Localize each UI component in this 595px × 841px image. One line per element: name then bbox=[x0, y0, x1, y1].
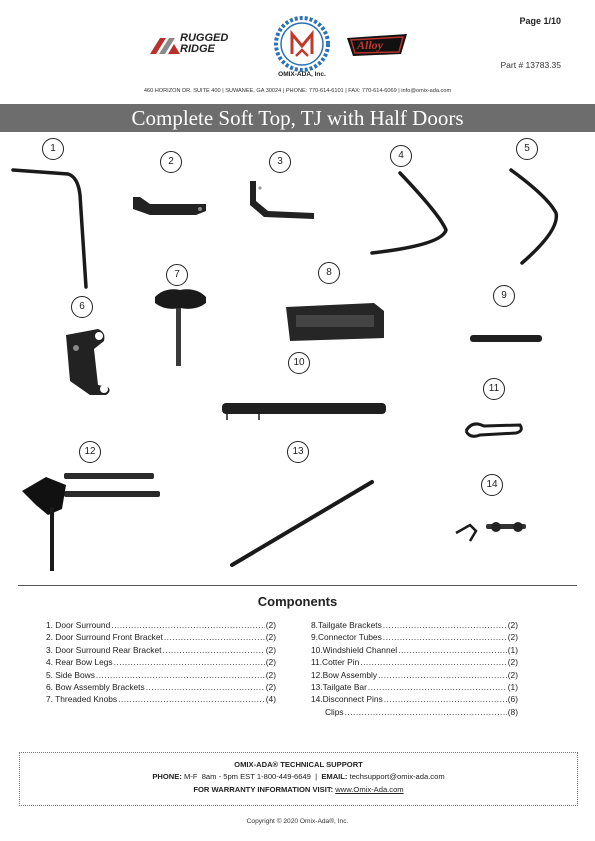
components-list-right bbox=[311, 619, 518, 718]
side-bow-part bbox=[511, 170, 556, 263]
connector-tube-part bbox=[470, 335, 542, 342]
callout-12: 12 bbox=[79, 441, 101, 463]
component-row: 2. Door Surround Front Bracket ..... (2) bbox=[46, 631, 276, 643]
callout-7: 7 bbox=[166, 264, 188, 286]
part-number: Part # 13783.35 bbox=[500, 60, 561, 70]
title-banner bbox=[0, 104, 595, 132]
bow-assembly-bracket-part bbox=[66, 329, 110, 395]
callout-13: 13 bbox=[287, 441, 309, 463]
components-heading: Components bbox=[257, 594, 338, 609]
component-row: 14.Disconnect Pins ..... (6) bbox=[311, 693, 518, 705]
alloy-usa-logo bbox=[343, 32, 411, 60]
rear-bow-leg-part bbox=[372, 173, 446, 253]
component-row: 11.Cotter Pin ..... (2) bbox=[311, 656, 518, 668]
component-row: Clips ..... (8) bbox=[311, 706, 518, 718]
callout-9: 9 bbox=[493, 285, 515, 307]
component-row: 7. Threaded Knobs ..... (4) bbox=[46, 693, 276, 705]
page-title: Complete Soft Top, TJ with Half Doors bbox=[131, 106, 464, 130]
threaded-knob-part bbox=[155, 289, 206, 366]
omix-gear-icon bbox=[274, 16, 330, 72]
callout-1: 1 bbox=[42, 138, 64, 160]
component-row: 3. Door Surround Rear Bracket ..... (2) bbox=[46, 644, 276, 656]
section-divider bbox=[18, 585, 577, 586]
callout-10: 10 bbox=[288, 352, 310, 374]
page-number: Page 1/10 bbox=[519, 16, 561, 26]
rear-bracket-part bbox=[250, 181, 314, 219]
tailgate-bracket-part bbox=[286, 303, 384, 341]
support-contact-line: PHONE: M-F 8am - 5pm EST 1-800-449-6649 | EMAIL: techsupport@omix-ada.com bbox=[152, 772, 445, 781]
component-row: 13.Tailgate Bar ..... (1) bbox=[311, 681, 518, 693]
callout-6: 6 bbox=[71, 296, 93, 318]
copyright: Copyright © 2020 Omix-Ada®, Inc. bbox=[246, 818, 349, 825]
warranty-line: FOR WARRANTY INFORMATION VISIT: www.Omix-Ada.com bbox=[193, 785, 404, 794]
support-heading: OMIX-ADA® TECHNICAL SUPPORT bbox=[234, 760, 363, 769]
bow-assembly-part bbox=[22, 473, 160, 571]
omix-ada-logo bbox=[272, 16, 332, 82]
disconnect-pins-part bbox=[456, 522, 526, 541]
component-row: 5. Side Bows ..... (2) bbox=[46, 669, 276, 681]
component-row: 9.Connector Tubes ..... (2) bbox=[311, 631, 518, 643]
callout-5: 5 bbox=[516, 138, 538, 160]
callout-14: 14 bbox=[481, 474, 503, 496]
callout-11: 11 bbox=[483, 378, 505, 400]
callout-4: 4 bbox=[390, 145, 412, 167]
component-row: 8.Tailgate Brackets ..... (2) bbox=[311, 619, 518, 631]
warranty-link[interactable]: www.Omix-Ada.com bbox=[335, 785, 404, 794]
component-row: 1. Door Surround ..... (2) bbox=[46, 619, 276, 631]
rugged-ridge-text-2: RIDGE bbox=[180, 43, 215, 55]
rugged-ridge-text-1: RUGGED bbox=[180, 32, 229, 44]
component-row: 6. Bow Assembly Brackets ..... (2) bbox=[46, 681, 276, 693]
contact-line: 460 HORIZON DR. SUITE 400 | SUWANEE, GA 30024 | PHONE: 770-614-6101 | FAX: 770-614-6069 | info@omix-ada.com bbox=[143, 88, 452, 94]
cotter-pin-part bbox=[466, 424, 521, 436]
windshield-channel-part bbox=[222, 403, 386, 420]
component-row: 4. Rear Bow Legs ..... (2) bbox=[46, 656, 276, 668]
alloy-text: Alloy bbox=[357, 38, 383, 52]
omix-name: OMIX-ADA, Inc. bbox=[278, 71, 326, 78]
callout-3: 3 bbox=[269, 151, 291, 173]
components-list-left bbox=[46, 619, 276, 706]
rugged-ridge-logo bbox=[150, 32, 258, 58]
tailgate-bar-part bbox=[232, 482, 372, 565]
component-row: 10.Windshield Channel ..... (1) bbox=[311, 644, 518, 656]
door-surround-part bbox=[13, 170, 86, 287]
callout-8: 8 bbox=[318, 262, 340, 284]
rugged-ridge-mark-icon bbox=[150, 34, 180, 56]
component-row: 12.Bow Assembly ..... (2) bbox=[311, 669, 518, 681]
callout-2: 2 bbox=[160, 151, 182, 173]
front-bracket-part bbox=[133, 197, 206, 215]
tech-support-box bbox=[19, 752, 578, 806]
